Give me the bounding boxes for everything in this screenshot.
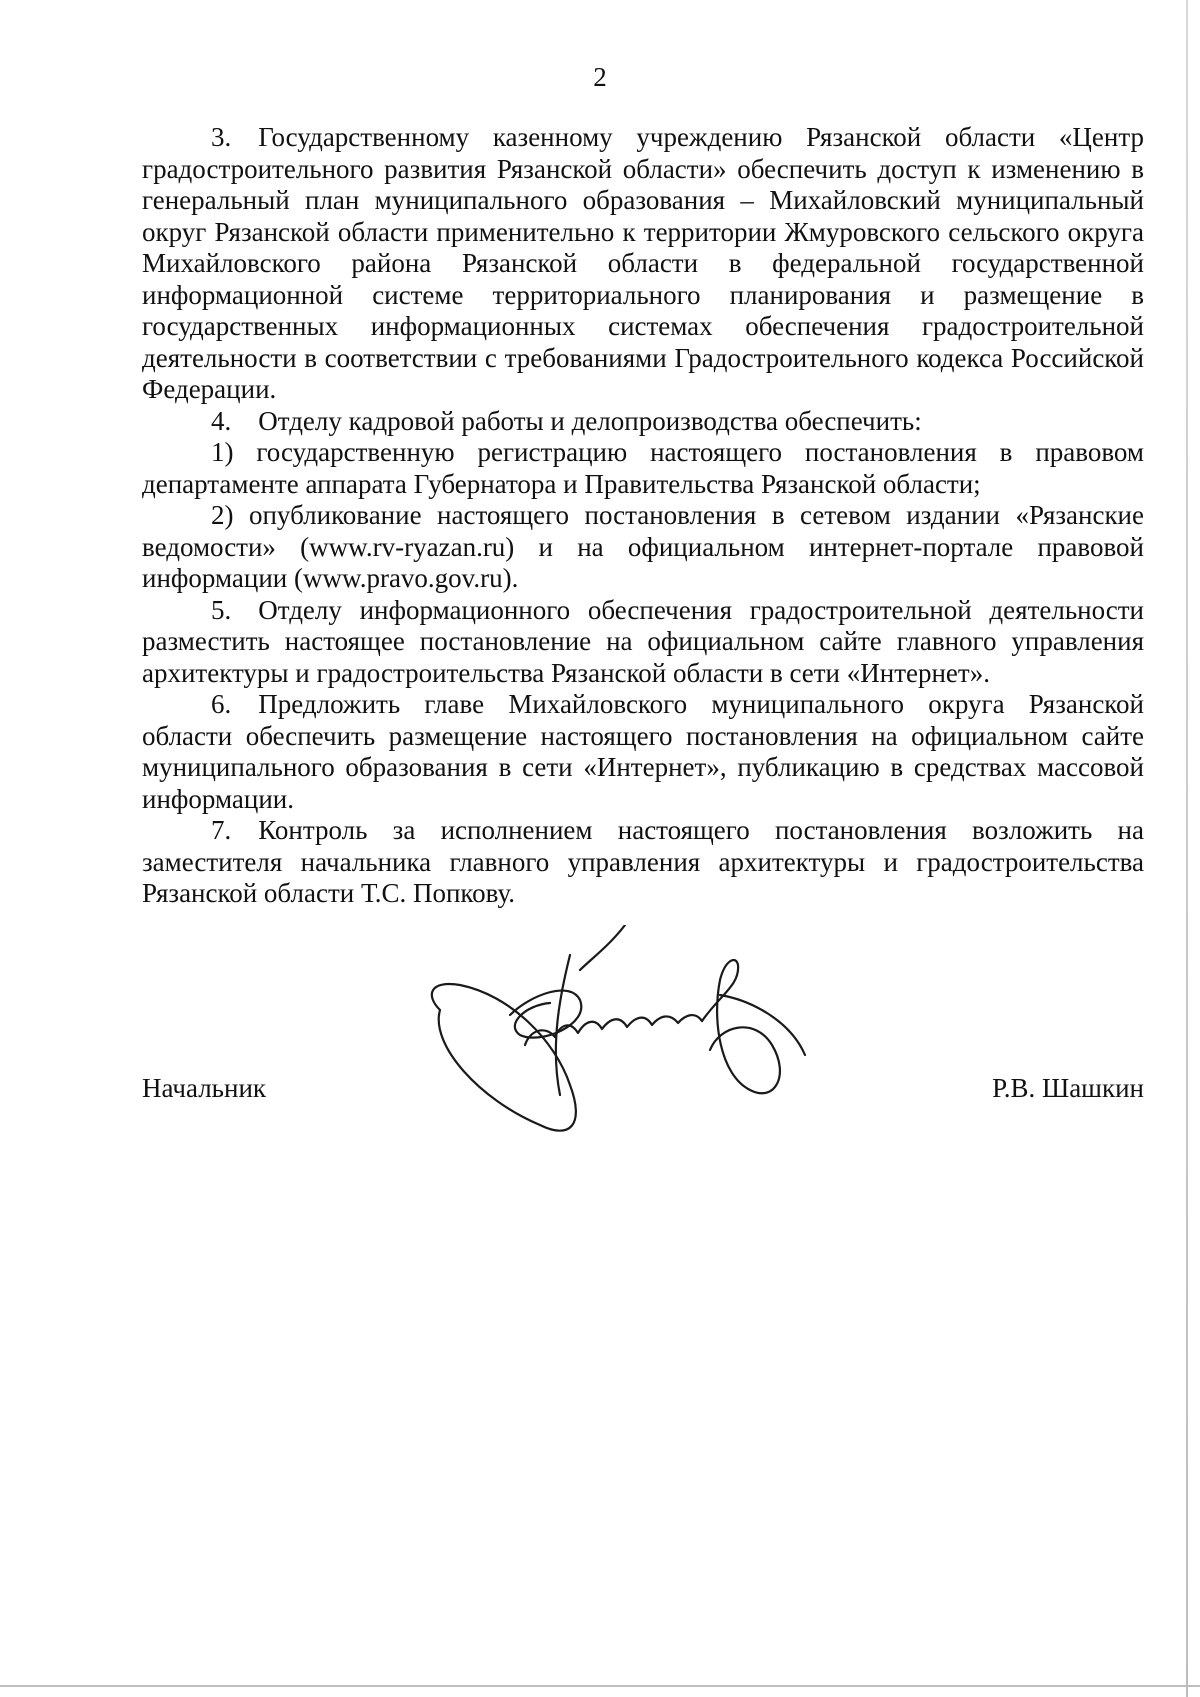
- signatory-name: Р.В. Шашкин: [992, 1073, 1144, 1103]
- paragraph-5: 5. Отделу информационного обеспечения градостроительной деятельности разместить настоящее постановление на официальном сайте главного управления архитектуры и градостроительства Рязанской области в сети «Интернет».: [142, 594, 1144, 688]
- handwritten-signature: [420, 925, 890, 1225]
- paragraph-4: 4. Отделу кадровой работы и делопроизводства обеспечить:: [211, 405, 922, 436]
- paragraph-4-2: 2) опубликование настоящего постановления в сетевом издании «Рязанские ведомости» (www.rv-ryazan.ru) и на официальном интернет-портале правовой информации (www.pravo.gov.ru).: [142, 500, 1144, 593]
- paragraph-4-1: 1) государственную регистрацию настоящего постановления в правовом департаменте аппарата Губернатора и Правительства Рязанской области;: [142, 437, 1144, 499]
- paragraph-7: 7. Контроль за исполнением настоящего постановления возложить на заместителя начальника главного управления архитектуры и градостроительства Рязанской области Т.С. Попкову.: [142, 815, 1144, 908]
- page-number: 2: [593, 62, 607, 92]
- page-edge-bottom: [0, 1685, 1200, 1687]
- paragraph-6: 6. Предложить главе Михайловского муниципального округа Рязанской области обеспечить размещение настоящего постановления на официальном сайте муниципального образования в сети «Интернет», публикацию в средствах массовой информации.: [142, 689, 1144, 814]
- signatory-position: Начальник: [142, 1073, 267, 1103]
- paragraph-3: 3. Государственному казенному учреждению Рязанской области «Центр градостроительного развития Рязанской области» обеспечить доступ к изменению в генеральный план муниципального образования – Михайловский муниципальный округ Рязанской области применительно к территории Жмуровского сельского округа Михайловского района Рязанской области в федеральной государственной информационной системе территориального планирования и размещение в государственных информационных системах обеспечения градостроительной деятельности в соответствии с требованиями Градостроительного кодекса Российской Федерации.: [142, 122, 1144, 404]
- page-edge: [1186, 0, 1188, 1697]
- document-body: [142, 122, 1144, 910]
